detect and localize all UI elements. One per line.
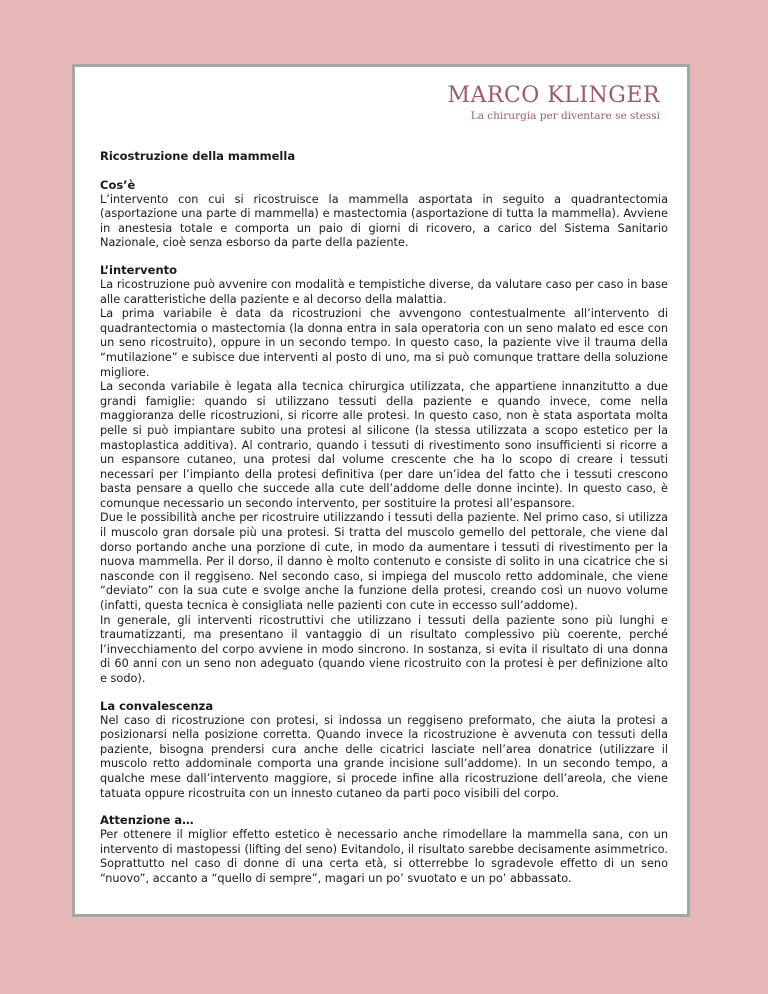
paragraph: In generale, gli interventi ricostruttivi che utilizzano i tessuti della paziente sono più lunghi e traumatizzanti, ma presentano il vantaggio di un risultato complessivo più coerente, perché l’invecchiamento del corpo avviene in modo sincrono. In sostanza, si evita il risultato di una donna di 60 anni con un seno non adeguato (quando viene ricostruito con la protesi è per definizione alto e sodo). [100, 613, 668, 685]
section-convalescenza [100, 699, 668, 802]
paragraph: Nel caso di ricostruzione con protesi, si indossa un reggiseno preformato, che aiuta la protesi a posizionarsi nella posizione corretta. Quando invece la ricostruzione è avvenuta con tessuti della paziente, bisogna prendersi cura anche delle cicatrici lasciate nell’area donatrice (utilizzare il muscolo retto addominale comporta una grande incisione sull’addome). In un secondo tempo, a qualche mese dall’intervento maggiore, si procede infine alla ricostruzione dell’areola, che viene tatuata oppure ricostruita con un innesto cutaneo da parti poco visibili del corpo. [100, 713, 668, 800]
paragraph: Per ottenere il miglior effetto estetico è necessario anche rimodellare la mammella sana, con un intervento di mastopessi (lifting del seno) Evitandolo, il risultato sarebbe decisamente asimmetrico. Soprattutto nel caso di donne di una certa età, si otterrebbe lo sgradevole effetto di un seno “nuovo”, accanto a “quello di sempre”, magari un po’ svuotato e un po’ abbassato. [100, 828, 668, 885]
section-heading: L’intervento [100, 262, 178, 277]
section-heading: La convalescenza [100, 698, 214, 713]
section-intervento [100, 263, 668, 687]
document-content [100, 149, 668, 899]
paragraph: L’intervento con cui si ricostruisce la mammella asportata in seguito a quadrantectomia (asportazione una parte di mammella) e mastectomia (asportazione di tutta la mammella). Avviene in anestesia totale e comporta un paio di giorni di ricovero, a carico del Sistema Sanitario Nazionale, cioè senza esborso da parte della paziente. [100, 192, 668, 250]
paragraph: La ricostruzione può avvenire con modalità e tempistiche diverse, da valutare caso per caso in base alle caratteristiche della paziente e al decorso della malattia. [100, 277, 668, 306]
brand-header [447, 83, 660, 123]
section-heading: Attenzione a… [100, 813, 194, 828]
brand-tagline: La chirurgia per diventare se stessi [470, 110, 660, 122]
paragraph: Due le possibilità anche per ricostruire utilizzando i tessuti della paziente. Nel primo caso, si utilizza il muscolo gran dorsale più una protesi. Si tratta del muscolo gemello del pettorale, che viene dal dorso portando anche una porzione di cute, in modo da aumentare i tessuti di rivestimento per la nuova mammella. Per il dorso, il danno è molto contenuto e consiste di solito in una cicatrice che si nasconde con il reggiseno. Nel secondo caso, si impiega del muscolo retto addominale, che viene “deviato” con la sua cute e svolge anche la funzione della protesi, creando così un nuovo volume (infatti, questa tecnica è consigliata nelle pazienti con cute in eccesso sull’addome). [100, 511, 668, 613]
section-cos-e [100, 178, 668, 251]
paragraph: La seconda variabile è legata alla tecnica chirurgica utilizzata, che appartiene innanzitutto a due grandi famiglie: quando si utilizzano tessuti della paziente e quando invece, come nella maggioranza delle ricostruzioni, si ricorre alle protesi. In questo caso, non è stata asportata molta pelle si può impiantare subito una protesi al silicone (la stessa utilizzata a scopo estetico per la mastoplastica additiva). Al contrario, quando i tessuti di rivestimento sono insufficienti si ricorre a un espansore cutaneo, una protesi dal volume crescente che ha lo scopo di creare i tessuti necessari per l’impianto della protesi definitiva (per dare un’idea del fatto che i tessuti crescono basta pensare a quello che succede alla cute dell’addome delle donne incinte). In questo caso, è comunque necessario un secondo intervento, per sostituire la protesi all’espansore. [100, 380, 668, 510]
document-title: Ricostruzione della mammella [100, 149, 296, 163]
document-page [72, 64, 690, 917]
section-attenzione [100, 813, 668, 886]
paragraph: La prima variabile è data da ricostruzioni che avvengono contestualmente all’intervento di quadrantectomia o mastectomia (la donna entra in sala operatoria con un seno malato ed esce con un seno ricostruito), oppure in un secondo tempo. In questo caso, la paziente vive il trauma della “mutilazione” e subisce due interventi al posto di uno, ma si può comunque trattare della soluzione migliore. [100, 307, 668, 379]
brand-name: MARCO KLINGER [447, 83, 660, 108]
section-heading: Cos’è [100, 177, 136, 192]
